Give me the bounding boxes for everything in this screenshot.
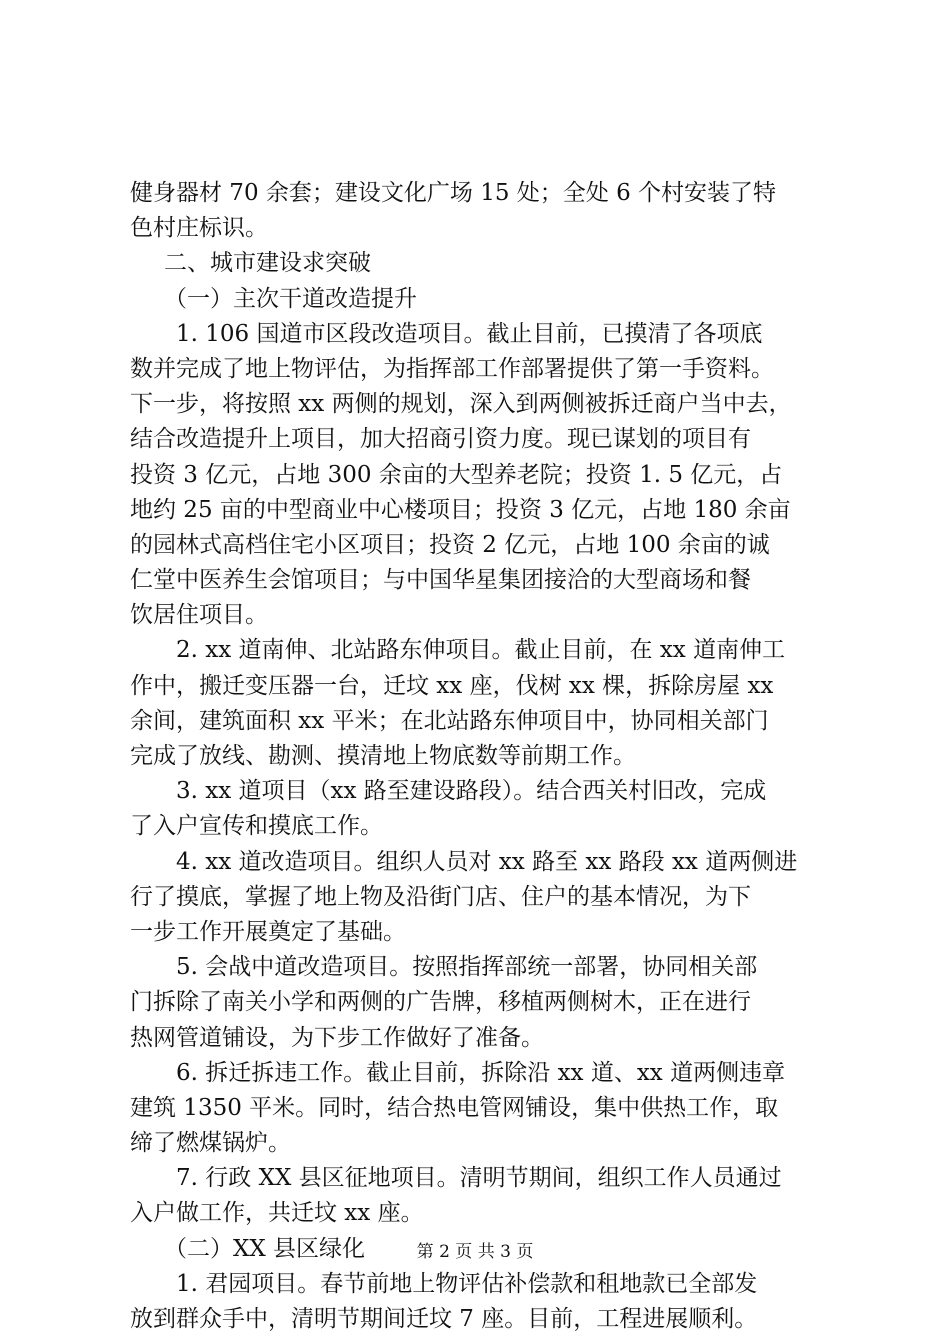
body-line: 健身器材 70 余套；建设文化广场 15 处；全处 6 个村安装了特 bbox=[130, 180, 777, 206]
paragraph-first-line: 3. xx 道项目（xx 路至建设路段）。结合西关村旧改，完成 bbox=[176, 778, 767, 805]
page-footer: 第 2 页 共 3 页 bbox=[416, 1242, 534, 1262]
body-line: 入户做工作，共迁坟 xx 座。 bbox=[130, 1200, 424, 1227]
body-line: 热网管道铺设，为下步工作做好了准备。 bbox=[130, 1024, 544, 1051]
body-line: 放到群众手中，清明节期间迁坟 7 座。目前，工程进展顺利。 bbox=[130, 1306, 758, 1332]
body-line: 缔了燃煤锅炉。 bbox=[130, 1130, 291, 1157]
section-heading: 二、城市建设求突破 bbox=[164, 250, 371, 277]
subsection-heading: （二）XX 县区绿化 bbox=[164, 1235, 366, 1262]
paragraph-first-line: 2. xx 道南伸、北站路东伸项目。截止目前，在 xx 道南伸工 bbox=[176, 637, 786, 664]
body-line: 了入户宣传和摸底工作。 bbox=[130, 813, 383, 840]
body-line: 行了摸底，掌握了地上物及沿街门店、住户的基本情况，为下 bbox=[130, 883, 751, 910]
paragraph-first-line: 7. 行政 XX 县区征地项目。清明节期间，组织工作人员通过 bbox=[176, 1165, 782, 1192]
body-line: 下一步，将按照 xx 两侧的规划，深入到两侧被拆迁商户当中去， bbox=[130, 391, 792, 418]
body-line: 色村庄标识。 bbox=[130, 215, 268, 242]
paragraph-first-line: 1. 君园项目。春节前地上物评估补偿款和租地款已全部发 bbox=[176, 1270, 758, 1297]
body-line: 仁堂中医养生会馆项目；与中国华星集团接洽的大型商场和餐 bbox=[130, 567, 751, 594]
body-line: 地约 25 亩的中型商业中心楼项目；投资 3 亿元，占地 180 余亩 bbox=[130, 496, 791, 523]
body-line: 余间，建筑面积 xx 平米；在北站路东伸项目中，协同相关部门 bbox=[130, 707, 769, 734]
body-line: 投资 3 亿元，占地 300 余亩的大型养老院；投资 1. 5 亿元，占 bbox=[130, 461, 783, 488]
body-line: 完成了放线、勘测、摸清地上物底数等前期工作。 bbox=[130, 743, 636, 769]
body-line: 建筑 1350 平米。同时，结合热电管网铺设，集中供热工作，取 bbox=[130, 1094, 779, 1121]
paragraph-first-line: 5. 会战中道改造项目。按照指挥部统一部署，协同相关部 bbox=[176, 954, 758, 981]
subsection-heading: （一）主次干道改造提升 bbox=[164, 285, 417, 312]
body-line: 饮居住项目。 bbox=[130, 602, 268, 629]
paragraph-first-line: 1. 106 国道市区段改造项目。截止目前，已摸清了各项底 bbox=[176, 320, 763, 347]
document-body bbox=[130, 176, 830, 1337]
body-line: 结合改造提升上项目，加大招商引资力度。现已谋划的项目有 bbox=[130, 426, 751, 453]
body-line: 作中，搬迁变压器一台，迁坟 xx 座，伐树 xx 棵，拆除房屋 xx bbox=[130, 672, 774, 699]
body-line: 数并完成了地上物评估，为指挥部工作部署提供了第一手资料。 bbox=[130, 355, 774, 382]
body-line: 门拆除了南关小学和两侧的广告牌，移植两侧树木，正在进行 bbox=[130, 989, 751, 1016]
body-line: 一步工作开展奠定了基础。 bbox=[130, 918, 406, 945]
body-line: 的园林式高档住宅小区项目；投资 2 亿元，占地 100 余亩的诚 bbox=[130, 531, 770, 558]
paragraph-first-line: 4. xx 道改造项目。组织人员对 xx 路至 xx 路段 xx 道两侧进 bbox=[176, 848, 798, 875]
paragraph-first-line: 6. 拆迁拆违工作。截止目前，拆除沿 xx 道、xx 道两侧违章 bbox=[176, 1059, 786, 1086]
